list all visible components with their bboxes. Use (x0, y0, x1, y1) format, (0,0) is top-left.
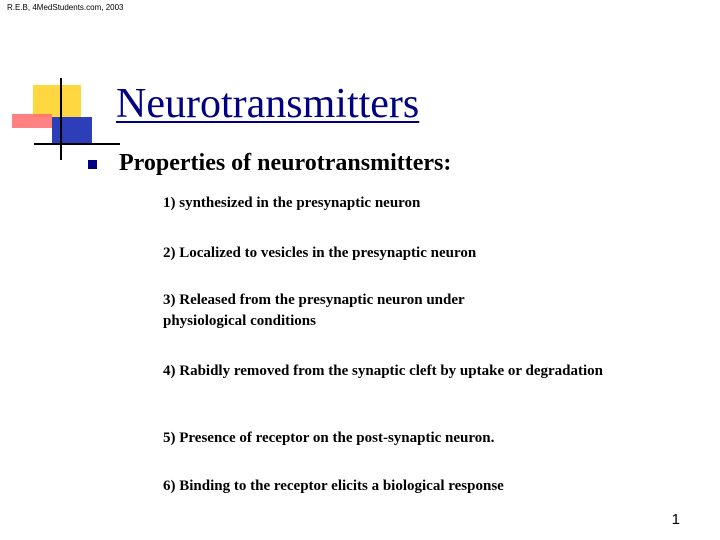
property-item-1: 1) synthesized in the presynaptic neuron (163, 195, 421, 211)
property-item-3: 3) Released from the presynaptic neuron under physiological conditions (163, 292, 465, 329)
logo-yellow-square (33, 85, 81, 117)
decorative-logo (0, 0, 130, 170)
property-item-2: 2) Localized to vesicles in the presynaptic neuron (163, 245, 477, 261)
bullet-square-icon (88, 160, 97, 169)
credit-text: R.E.B, 4MedStudents.com, 2003 (7, 3, 124, 12)
property-item-6: 6) Binding to the receptor elicits a biological response (163, 478, 504, 494)
property-item-4: 4) Rabidly removed from the synaptic cleft by uptake or degradation (163, 363, 603, 379)
logo-blue-square (52, 117, 92, 145)
slide-title: Neurotransmitters (116, 81, 420, 127)
logo-horizontal-line (34, 143, 120, 145)
page-number: 1 (671, 511, 680, 528)
property-item-5: 5) Presence of receptor on the post-synaptic neuron. (163, 430, 495, 446)
logo-red-bar (12, 114, 52, 128)
bullet-heading: Properties of neurotransmitters: (119, 150, 452, 176)
logo-vertical-line (60, 78, 62, 160)
